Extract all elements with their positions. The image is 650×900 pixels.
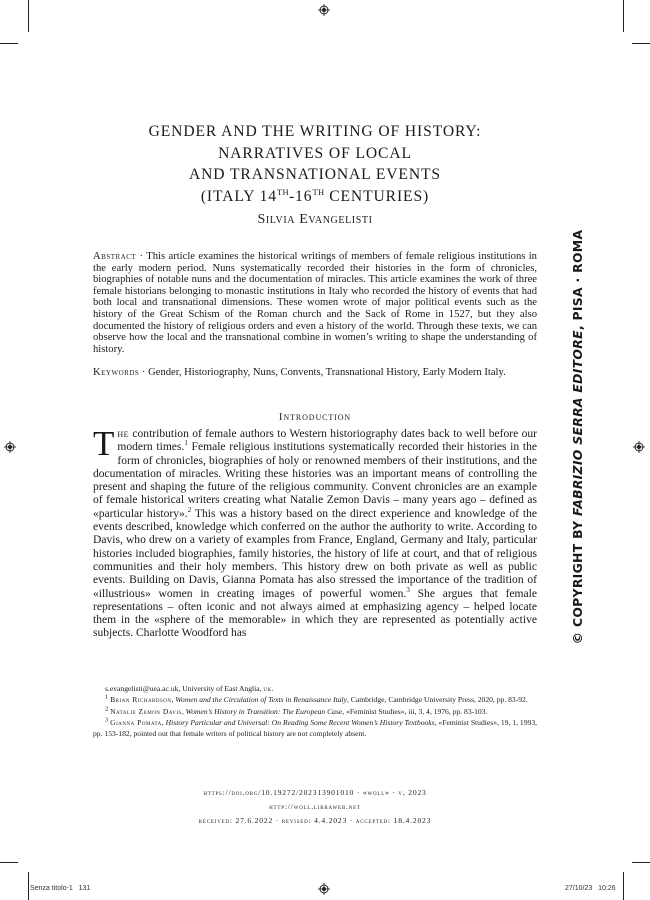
- footnote-title: Women’s History in Transition: The European Case: [185, 706, 343, 716]
- review-dates: received: 27.6.2022 · revised: 4.4.2023 · accepted: 18.4.2023: [198, 816, 432, 826]
- footnote-number: 1: [105, 693, 109, 701]
- footnote: $^1$ Brian Richardson, Women and the Circulation of Texts in Renaissance Italy, Cambridge, Cambridge University Press, 2020, pp. 83-92.: [105, 693, 528, 705]
- registration-mark-icon: [318, 883, 330, 895]
- keywords: [93, 367, 537, 379]
- crop-mark: [623, 872, 624, 900]
- author-name: Silvia Evangelisti: [257, 212, 373, 227]
- body-text: [93, 424, 538, 641]
- footnote-ref[interactable]: 1: [184, 439, 188, 448]
- doi-link[interactable]: https://doi.org/10.19272/202313901010 · «woll» · v, 2023: [203, 788, 427, 797]
- crop-mark: [623, 0, 624, 32]
- abstract-text: This article examines the historical writings of members of female religious institutions in the early modern period. Nuns systematically recorded their histories in the form of chronicles, biographies of notable nuns and the documentation of miracles. This article examines the work of three female historians belonging to monastic institutions in Italy who recorded the history of events that had both local and transnational dimensions. These women wrote of major political events such as the history of the Great Schism of the Roman church and the Sack of Rome in 1527, but they also documented the history of religious orders and even a history of the world. Through these texts, we can observe how the local and the transnational combine in women’s writing to shape the understanding of history.: [93, 251, 537, 355]
- footnote-number: 3: [105, 716, 109, 724]
- body-sentence: She argues that female representations – often iconic and not always aimed at emphasizing agency – helped locate them in the «sphere of the memorable» in which they are represented as potentially active subjects. Charlotte Woodford has: [93, 587, 537, 640]
- body-sentence: contribution of female authors to Western historiography dates back to well before our modern times.: [117, 428, 537, 454]
- title-line: [100, 186, 530, 208]
- print-slug-file: Senza titolo-1 131: [30, 885, 91, 892]
- section-heading: Introduction: [278, 411, 352, 423]
- footnote-author: Natalie Zemon Davis: [110, 706, 182, 716]
- copyright-notice: [570, 217, 586, 657]
- registration-mark-icon: [318, 4, 330, 16]
- title-text: CENTURIES): [324, 187, 430, 205]
- footnote-title: History Particular and Universal: On Reading Some Recent Women’s History Textbooks: [165, 718, 435, 728]
- footnote-text: , «Feminist Studies», 19, 1, 1993, pp. 153-182, pointed out that female writers of political history are not completely absent.: [93, 718, 538, 738]
- article-links: [93, 786, 537, 829]
- footnote: $^2$ Natalie Zemon Davis, Women’s History in Transition: The European Case, «Feminist Studies», iii, 3, 4, 1976, pp. 83-103.: [105, 705, 488, 716]
- footnote-ref[interactable]: 3: [406, 585, 410, 594]
- footnote-title: Women and the Circulation of Texts in Renaissance Italy: [175, 695, 347, 705]
- footnote-ref[interactable]: 2: [187, 505, 192, 514]
- registration-mark-icon: [4, 441, 16, 453]
- footnote-text: , «Feminist Studies», iii, 3, 4, 1976, pp. 83-103.: [342, 706, 488, 716]
- footnote-number: 2: [105, 705, 109, 713]
- crop-mark: [0, 862, 18, 863]
- copyright-publisher: FABRIZIO SERRA EDITORE: [570, 330, 585, 516]
- body-sentence: Female religious institutions systematically recorded their histories in the form of chronicles, biographies of holy or renowned members of their institutions, and the documentation of miracles. Writing these histories was an important means of controlling the present and shaping the future of the religious community. Convent chronicles are an example of female historical writers creating what Natalie Zemon Davis – many years ago – defined as «particular history».: [93, 441, 538, 520]
- article-title: [100, 121, 530, 207]
- abstract-separator: ·: [136, 251, 147, 262]
- author-email-link[interactable]: s.evangelisti@uea.ac.uk: [105, 684, 179, 693]
- affiliation-text: , University of East Anglia,: [178, 684, 264, 693]
- first-word-rest: he: [117, 428, 130, 440]
- title-text: (ITALY 14: [200, 187, 278, 205]
- keywords-text: Gender, Historiography, Nuns, Convents, Transnational History, Early Modern Italy.: [148, 367, 506, 378]
- crop-mark: [632, 862, 650, 863]
- title-superscript: TH: [312, 186, 325, 197]
- affiliation-note: [93, 684, 537, 694]
- title-line: AND TRANSNATIONAL EVENTS: [188, 166, 442, 183]
- registration-mark-icon: [633, 441, 645, 453]
- body-sentence: This was a history based on the direct experience and knowledge of the events described, knowledge which conferred on the author the authority to write. According to Davis, who drew on a variety of examples from France, England, Germany and Italy, particular histories included biographies, family histories, the history of life at court, and that of religious communities and their holy members. This history drew on both private as well as public events. Building on Davis, Gianna Pomata has also stressed the importance of the tradition of «illustrious» women in creating images of powerful women.: [93, 507, 538, 600]
- abstract: [93, 251, 537, 355]
- crop-mark: [0, 43, 18, 44]
- drop-cap: T: [93, 424, 115, 463]
- title-line: NARRATIVES OF LOCAL: [218, 144, 412, 162]
- title-text: -16: [288, 187, 313, 205]
- crop-mark: [28, 872, 29, 900]
- abstract-label: Abstract: [93, 251, 137, 262]
- crop-mark: [632, 43, 650, 44]
- title-superscript: TH: [277, 186, 289, 197]
- affiliation-country: uk.: [263, 684, 275, 693]
- website-link[interactable]: http://woll.libraweb.net: [269, 802, 361, 812]
- footnote: $^3$ Gianna Pomata, History Particular and Universal: On Reading Some Recent Women’s History Textbooks, «Feminist Studies», 19, 1, 1993, pp. 153-182, pointed out that female writers of political history are not completely absent.: [93, 716, 538, 738]
- keywords-separator: ·: [139, 367, 149, 378]
- copyright-suffix: , PISA · ROMA: [570, 229, 585, 331]
- footnote-author: Brian Richardson: [110, 695, 172, 705]
- print-slug-date: 27/10/23 10:26: [565, 885, 616, 892]
- crop-mark: [28, 0, 29, 32]
- footnotes: [93, 684, 537, 740]
- copyright-prefix: © COPYRIGHT BY: [570, 515, 585, 645]
- footnote-author: Gianna Pomata: [110, 718, 162, 728]
- keywords-label: Keywords: [93, 367, 140, 378]
- footnote-text: , Cambridge, Cambridge University Press, 2020, pp. 83-92.: [346, 695, 528, 705]
- title-line: GENDER AND THE WRITING OF HISTORY:: [148, 123, 482, 140]
